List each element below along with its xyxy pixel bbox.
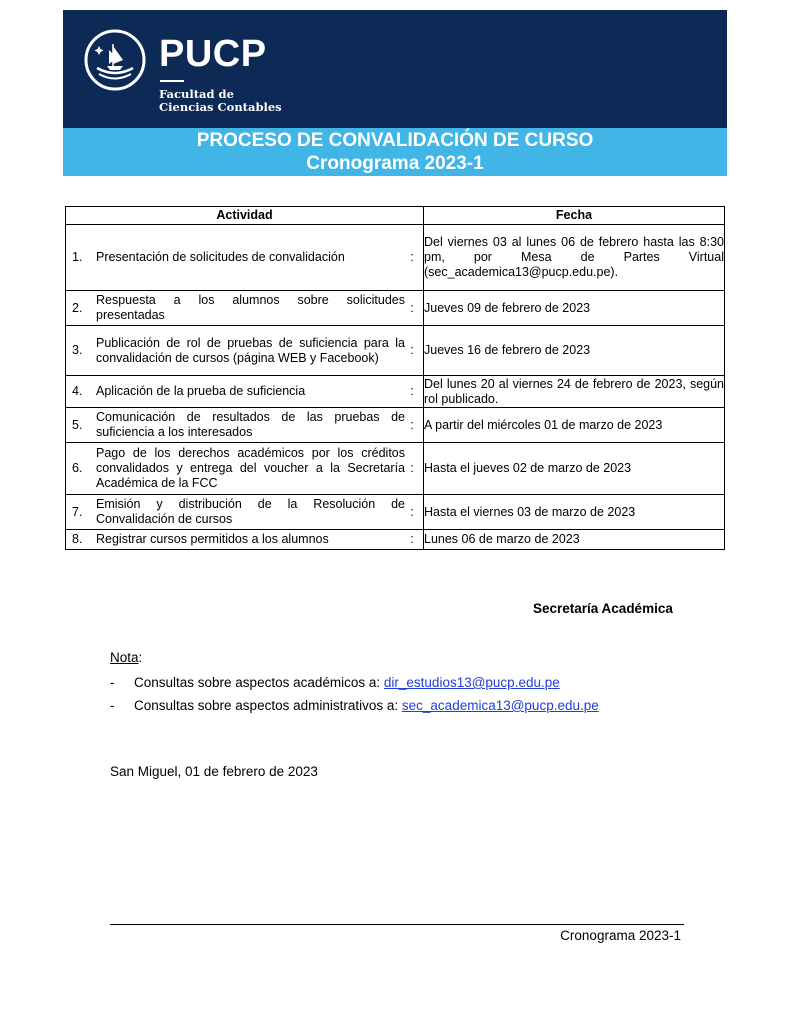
- row-number: 3.: [72, 343, 83, 357]
- activity-text: Comunicación de resultados de las pruebas de suficiencia a los interesados: [96, 410, 405, 439]
- brand-name: PUCP: [159, 33, 267, 75]
- table-row: [66, 291, 725, 326]
- header-fecha: Fecha: [424, 207, 725, 225]
- activity-text: Presentación de solicitudes de convalidación: [96, 250, 345, 264]
- colon-separator: :: [410, 504, 414, 519]
- row-number: 8.: [72, 532, 83, 546]
- table-row: [66, 530, 725, 550]
- activity-cell: [66, 443, 424, 495]
- colon-separator: :: [410, 384, 414, 398]
- row-number: 7.: [72, 504, 83, 519]
- date-cell: Del viernes 03 al lunes 06 de febrero hasta las 8:30 pm, por Mesa de Partes Virtual (sec_academica13@pucp.edu.pe).: [424, 225, 725, 291]
- colon-separator: :: [410, 343, 414, 357]
- bullet-dash: -: [110, 675, 115, 690]
- date-cell: Lunes 06 de marzo de 2023: [424, 530, 725, 550]
- administrative-email-link[interactable]: sec_academica13@pucp.edu.pe: [401, 698, 599, 713]
- activity-text: Respuesta a los alumnos sobre solicitudes presentadas: [96, 293, 405, 322]
- activity-cell: [66, 326, 424, 376]
- note-title: Nota:: [110, 650, 143, 665]
- activity-text: Emisión y distribución de la Resolución de Convalidación de cursos: [96, 497, 405, 526]
- note-label: Nota: [110, 650, 139, 665]
- activity-cell: [66, 408, 424, 443]
- colon-separator: :: [410, 250, 414, 264]
- row-number: 4.: [72, 384, 83, 398]
- date-cell: Jueves 16 de febrero de 2023: [424, 326, 725, 376]
- table-row: [66, 408, 725, 443]
- place-date: San Miguel, 01 de febrero de 2023: [110, 764, 318, 779]
- faculty-line-1: Facultad de: [159, 87, 234, 101]
- activity-cell: [66, 225, 424, 291]
- table-row: [66, 225, 725, 291]
- activity-cell: [66, 530, 424, 550]
- colon-separator: :: [410, 532, 414, 546]
- document-title: PROCESO DE CONVALIDACIÓN DE CURSO: [196, 130, 594, 151]
- row-number: 6.: [72, 461, 83, 475]
- colon-separator: :: [410, 461, 414, 475]
- colon-separator: :: [410, 300, 414, 315]
- activity-cell: [66, 291, 424, 326]
- note-item: [110, 675, 560, 690]
- date-cell: Del lunes 20 al viernes 24 de febrero de 2023, según rol publicado.: [424, 376, 724, 406]
- document-subtitle: Cronograma 2023-1: [306, 153, 484, 174]
- faculty-line-2: Ciencias Contables: [159, 100, 282, 114]
- date-cell: Jueves 09 de febrero de 2023: [424, 291, 725, 326]
- table-row: [66, 376, 725, 408]
- activity-cell: [66, 376, 424, 408]
- date-cell: Hasta el jueves 02 de marzo de 2023: [424, 443, 725, 495]
- brand-divider: [160, 80, 184, 82]
- academic-email-link[interactable]: dir_estudios13@pucp.edu.pe: [383, 675, 560, 690]
- row-number: 1.: [72, 250, 83, 264]
- table-row: [66, 495, 725, 530]
- schedule-table: [65, 206, 725, 550]
- table-header-row: [66, 207, 725, 225]
- faculty-name: [159, 88, 282, 114]
- title-bar: [63, 128, 727, 176]
- footer-divider: [110, 924, 684, 925]
- row-number: 2.: [72, 300, 83, 315]
- table-row: [66, 326, 725, 376]
- signature: Secretaría Académica: [533, 601, 673, 616]
- note-item-text: Consultas sobre aspectos administrativos a:: [134, 698, 399, 713]
- bullet-dash: -: [110, 698, 115, 713]
- header-banner: [63, 10, 727, 128]
- date-cell: Hasta el viernes 03 de marzo de 2023: [424, 495, 725, 530]
- note-item: [110, 698, 599, 713]
- activity-cell: [66, 495, 424, 530]
- note-item-text: Consultas sobre aspectos académicos a:: [134, 675, 381, 690]
- table-row: [66, 443, 725, 495]
- pucp-logo-icon: [83, 28, 147, 92]
- activity-text: Aplicación de la prueba de suficiencia: [96, 384, 306, 398]
- date-cell: A partir del miércoles 01 de marzo de 2023: [424, 408, 725, 443]
- activity-text: Pago de los derechos académicos por los créditos convalidados y entrega del voucher a la Secretaría Académica de la FCC: [96, 446, 405, 490]
- header-actividad: Actividad: [66, 207, 424, 225]
- activity-text: Registrar cursos permitidos a los alumnos: [96, 532, 329, 546]
- activity-text: Publicación de rol de pruebas de suficiencia para la convalidación de cursos (página WEB y Facebook): [96, 335, 405, 365]
- footer-text: Cronograma 2023-1: [560, 928, 681, 943]
- row-number: 5.: [72, 417, 83, 432]
- colon-separator: :: [410, 417, 414, 432]
